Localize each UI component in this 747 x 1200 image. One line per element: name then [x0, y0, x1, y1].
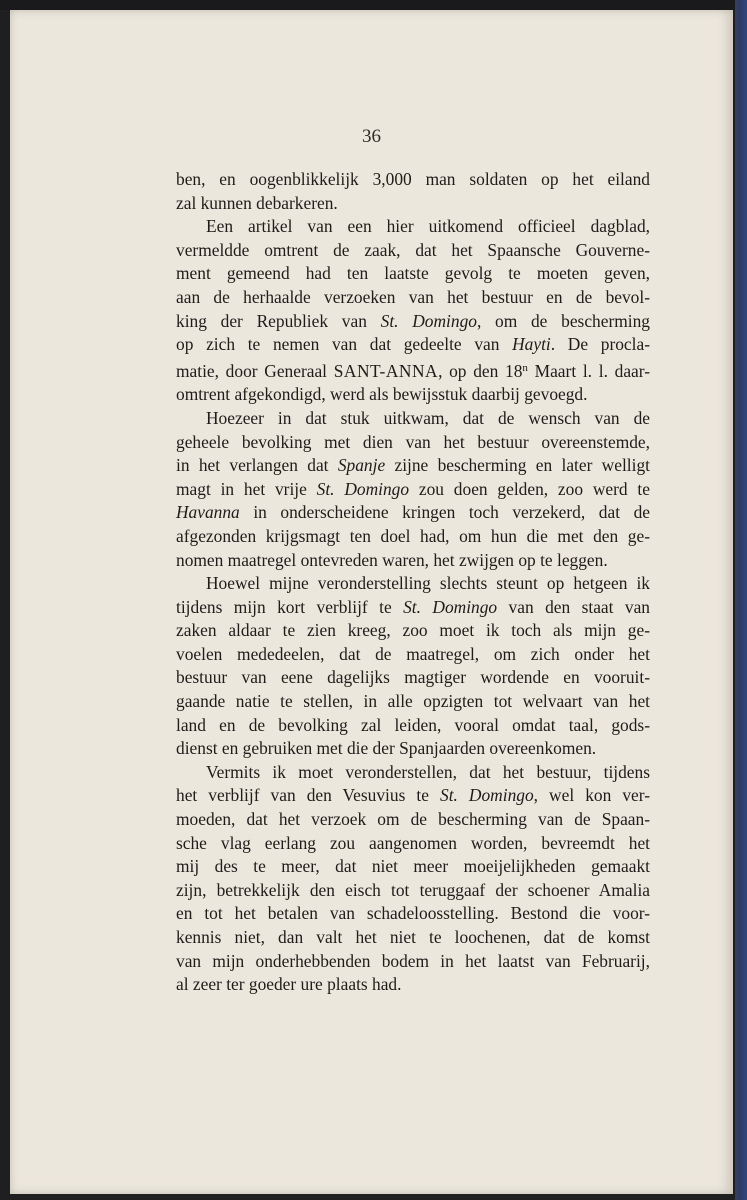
text-line: Vermits ik moet veronderstellen, dat het bestuur, tijdens: [206, 761, 650, 782]
text-line: ment gemeend had ten laatste gevolg te moeten geven,: [176, 263, 650, 284]
text-line: geheele bevolking met dien van het bestuur overeenstemde,: [176, 431, 650, 452]
text-line: zaken aldaar te zien kreeg, zoo moet ik toch als mijn ge-: [176, 620, 650, 641]
text-line: in het verlangen dat Spanje zijne bescherming en later welligt: [176, 455, 650, 476]
text-line: matie, door Generaal SANT-ANNA, op den 18$^n$ Maart l. l. daar-: [176, 360, 650, 381]
text-line: al zeer ter goeder ure plaats had.: [176, 974, 402, 995]
text-line: zijn, betrekkelijk den eisch tot teruggaaf der schoener Amalia: [176, 879, 650, 900]
text-line: Hoezeer in dat stuk uitkwam, dat de wensch van de: [206, 407, 650, 428]
book-page: [10, 10, 733, 1194]
text-line: dienst en gebruiken met die der Spanjaarden overeenkomen.: [176, 738, 597, 759]
text-line: gaande natie te stellen, in alle opzigten tot welvaart van het: [176, 691, 650, 712]
text-line: vermeldde omtrent de zaak, dat het Spaansche Gouverne-: [176, 239, 650, 260]
book-cover-edge: [735, 0, 747, 1200]
text-line: Havanna in onderscheidene kringen toch verzekerd, dat de: [176, 502, 650, 523]
text-line: afgezonden krijgsmagt ten doel had, om hun die met den ge-: [176, 525, 650, 546]
scan-top-edge: [0, 0, 747, 10]
text-line: aan de herhaalde verzoeken van het bestuur en de bevol-: [176, 286, 650, 307]
text-line: magt in het vrije St. Domingo zou doen gelden, zoo werd te: [176, 478, 650, 499]
text-line: van mijn onderhebbenden bodem in het laatst van Februarij,: [176, 950, 650, 971]
text-line: moeden, dat het verzoek om de bescherming van de Spaan-: [176, 809, 650, 830]
text-line: land en de bevolking zal leiden, vooral omdat taal, gods-: [176, 714, 650, 735]
text-line: kennis niet, dan valt het niet te loochenen, dat de komst: [176, 927, 650, 947]
text-line: nomen maatregel ontevreden waren, het zwijgen op te leggen.: [176, 549, 608, 570]
text-line: voelen mededeelen, dat de maatregel, om zich onder het: [176, 643, 650, 664]
text-line: sche vlag eerlang zou aangenomen worden, bevreemdt het: [176, 832, 650, 853]
text-line: het verblijf van den Vesuvius te St. Domingo, wel kon ver-: [176, 785, 650, 806]
text-line: zal kunnen debarkeren.: [176, 192, 338, 213]
text-line: Een artikel van een hier uitkomend officieel dagblad,: [206, 216, 650, 237]
text-line: tijdens mijn kort verblijf te St. Domingo van den staat van: [176, 596, 650, 617]
body-text: [176, 168, 650, 997]
page-number: 36: [362, 126, 381, 147]
text-line: mij des te meer, dat niet meer moeijelijkheden gemaakt: [176, 856, 650, 877]
text-line: omtrent afgekondigd, werd als bewijsstuk daarbij gevoegd.: [176, 384, 588, 405]
text-line: Hoewel mijne veronderstelling slechts steunt op hetgeen ik: [206, 573, 650, 594]
text-line: king der Republiek van St. Domingo, om de bescherming: [176, 310, 650, 331]
text-line: ben, en oogenblikkelijk 3,000 man soldaten op het eiland: [176, 169, 650, 189]
text-line: op zich te nemen van dat gedeelte van Hayti. De procla-: [176, 334, 650, 355]
text-line: bestuur van eene dagelijks magtiger wordende en vooruit-: [176, 667, 650, 688]
text-line: en tot het betalen van schadeloosstelling. Bestond die voor-: [176, 903, 650, 924]
